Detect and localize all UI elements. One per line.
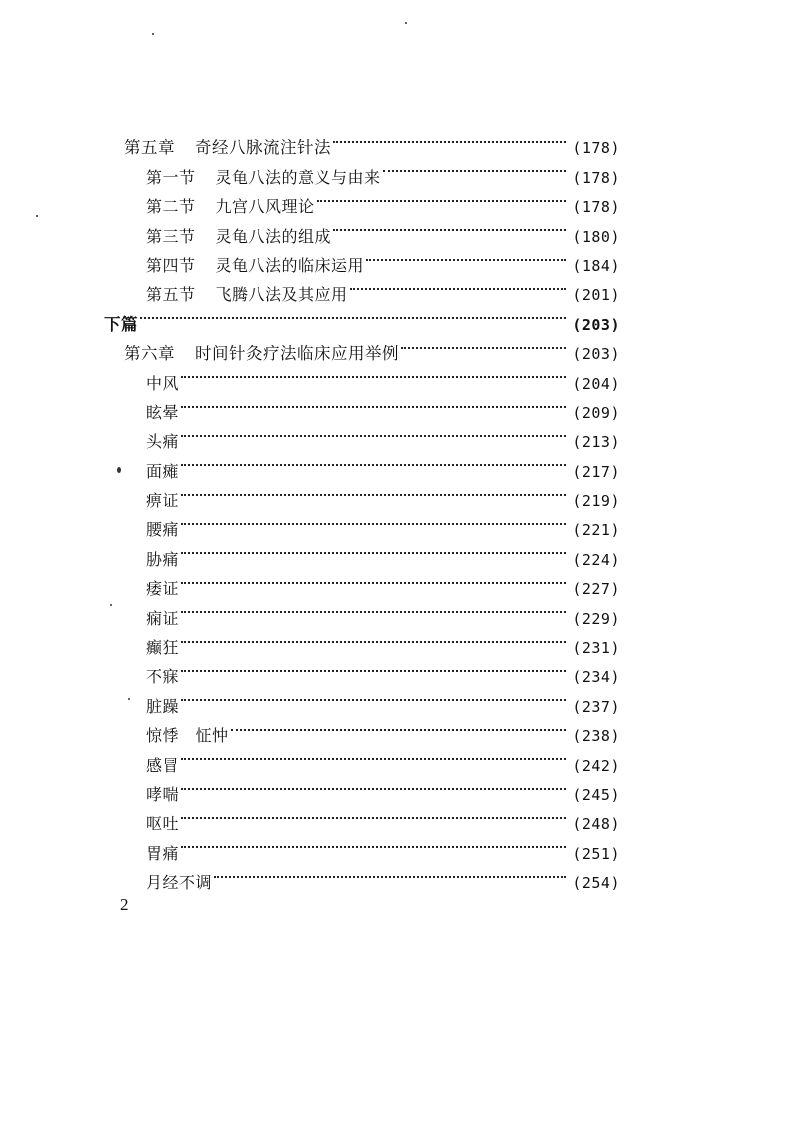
page-reference: (178): [572, 139, 620, 158]
item-title: 痿证: [146, 579, 180, 599]
dot-leader: [181, 829, 566, 858]
dot-leader: [383, 153, 567, 182]
page-reference: (178): [572, 198, 620, 217]
dot-leader: [181, 447, 566, 476]
item-title: 头痛: [146, 432, 180, 452]
dot-leader: [181, 624, 566, 653]
toc-chapter-6[interactable]: [104, 330, 620, 364]
toc-item[interactable]: [104, 741, 620, 775]
section-number: 第五节: [146, 285, 196, 305]
page-reference: (184): [572, 256, 620, 275]
item-title: 眩晕: [146, 402, 180, 422]
toc-part-lower[interactable]: [104, 300, 620, 334]
dot-leader: [350, 271, 567, 300]
toc-item[interactable]: [104, 771, 620, 804]
dot-leader: [181, 359, 566, 388]
toc-entry-label: [124, 133, 331, 162]
page-reference: (217): [572, 462, 620, 481]
toc-item[interactable]: [104, 447, 620, 481]
dot-leader: [317, 183, 567, 212]
toc-item[interactable]: [104, 653, 620, 687]
dot-leader: [181, 506, 566, 535]
page-reference: (224): [572, 550, 620, 569]
scan-speck: [405, 22, 407, 24]
item-title: 面瘫: [146, 461, 180, 481]
section-number: 第一节: [146, 167, 196, 187]
dot-leader: [181, 535, 566, 564]
toc-entry-label: [146, 251, 364, 280]
section-number: 第三节: [146, 226, 196, 246]
toc-entry-label: [146, 192, 315, 221]
section-number: 第四节: [146, 255, 196, 275]
dot-leader: [181, 418, 566, 447]
page-reference: (203): [572, 315, 620, 334]
item-title: 不寐: [146, 667, 180, 687]
page-reference: (234): [572, 668, 620, 687]
toc-item[interactable]: [104, 535, 620, 569]
item-title: 惊悸 怔忡: [146, 726, 229, 746]
toc-item[interactable]: [104, 418, 620, 452]
toc-item[interactable]: [104, 477, 620, 511]
toc-item[interactable]: [104, 800, 620, 834]
page-reference: (245): [572, 785, 620, 804]
page-reference: (219): [572, 492, 620, 511]
page-reference: (231): [572, 639, 620, 658]
dot-leader: [333, 212, 566, 241]
page-number: 2: [120, 895, 129, 914]
dot-leader: [181, 389, 566, 418]
page-reference: (213): [572, 433, 620, 452]
item-title: 哮喘: [146, 784, 180, 804]
section-title: 灵龟八法的临床运用: [215, 255, 365, 275]
toc-item[interactable]: [104, 682, 620, 716]
item-title: 腰痛: [146, 520, 180, 540]
page-reference: (254): [572, 874, 620, 893]
page-reference: (180): [572, 227, 620, 246]
page-reference: (237): [572, 697, 620, 716]
toc-chapter-5[interactable]: [104, 124, 620, 158]
dot-leader: [333, 124, 566, 153]
dot-leader: [366, 242, 566, 271]
dot-leader: [181, 771, 566, 800]
chapter-title: 时间针灸疗法临床应用举例: [195, 344, 399, 364]
toc-entry-label: [146, 222, 331, 251]
scan-speck: [36, 215, 38, 217]
item-title: 胁痛: [146, 549, 180, 569]
toc-item[interactable]: [104, 565, 620, 599]
dot-leader: [401, 330, 566, 359]
dot-leader: [181, 477, 566, 506]
page-reference: (178): [572, 168, 620, 187]
page-reference: (251): [572, 844, 620, 863]
section-title: 灵龟八法的组成: [215, 226, 332, 246]
item-title: 痹证: [146, 491, 180, 511]
page-reference: (201): [572, 286, 620, 305]
section-number: 第二节: [146, 197, 196, 217]
part-title: 下篇: [104, 314, 138, 334]
item-title: 呕吐: [146, 814, 180, 834]
chapter-number: 第五章: [124, 138, 175, 158]
toc-item[interactable]: [104, 624, 620, 658]
dot-leader: [181, 741, 566, 770]
item-title: 月经不调: [146, 873, 213, 893]
page-reference: (227): [572, 580, 620, 599]
toc-item[interactable]: [104, 506, 620, 540]
toc-item[interactable]: [104, 712, 620, 746]
page-reference: (248): [572, 815, 620, 834]
page-reference: (221): [572, 521, 620, 540]
toc-item[interactable]: [104, 829, 620, 863]
item-title: 癫狂: [146, 638, 180, 658]
dot-leader: [231, 712, 567, 741]
dot-leader: [140, 300, 566, 329]
page-reference: (204): [572, 374, 620, 393]
page-reference: (242): [572, 756, 620, 775]
dot-leader: [181, 594, 566, 623]
item-title: 脏躁: [146, 696, 180, 716]
page-reference: (229): [572, 609, 620, 628]
page-reference: (203): [572, 345, 620, 364]
section-title: 灵龟八法的意义与由来: [215, 167, 381, 187]
item-title: 胃痛: [146, 843, 180, 863]
chapter-number: 第六章: [124, 344, 175, 364]
dot-leader: [181, 682, 566, 711]
toc-item[interactable]: [104, 859, 620, 893]
toc-item[interactable]: [104, 594, 620, 628]
page-reference: (238): [572, 727, 620, 746]
chapter-title: 奇经八脉流注针法: [195, 138, 331, 158]
toc-item[interactable]: [104, 389, 620, 422]
dot-leader: [214, 859, 566, 888]
item-title: 中风: [146, 373, 180, 393]
section-title: 九宫八风理论: [215, 197, 315, 217]
dot-leader: [181, 653, 566, 682]
page-reference: (209): [572, 403, 620, 422]
item-title: 感冒: [146, 755, 180, 775]
section-title: 飞腾八法及其应用: [215, 285, 348, 305]
dot-leader: [181, 565, 566, 594]
scan-speck: [152, 33, 154, 35]
toc-item[interactable]: [104, 359, 620, 393]
item-title: 痫证: [146, 608, 180, 628]
dot-leader: [181, 800, 566, 829]
table-of-contents: [104, 124, 620, 893]
